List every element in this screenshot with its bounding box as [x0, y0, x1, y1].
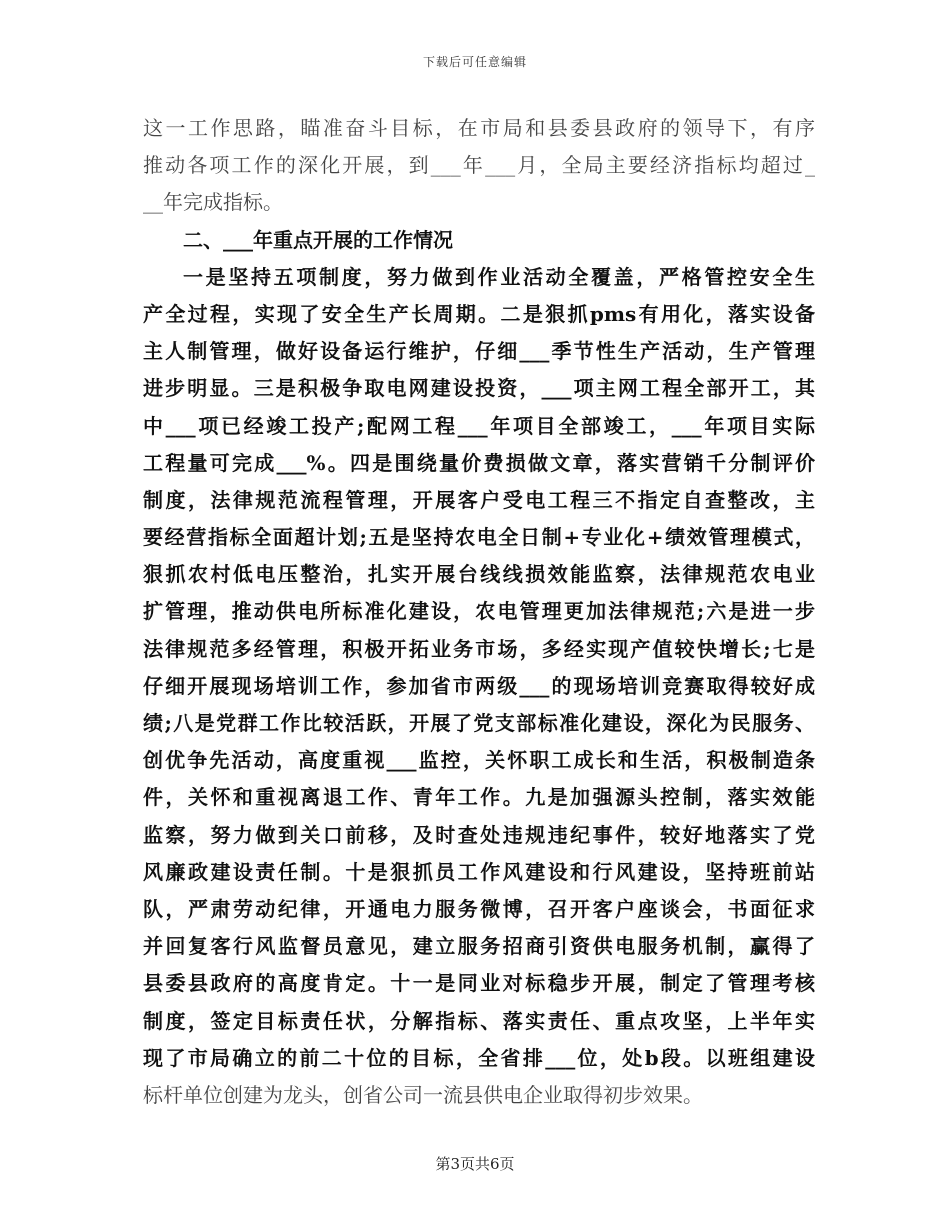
text-line: 主人制管理，做好设备运行维护，仔细___季节性生产活动，生产管理 — [143, 339, 815, 364]
text-line: __年完成指标。 — [143, 190, 283, 215]
page-number: 第3页共6页 — [435, 1155, 515, 1173]
text-line: 这一工作思路，瞄准奋斗目标，在市局和县委县政府的领导下，有序 — [143, 116, 815, 140]
text-line: 要经营指标全面超计划;五是坚持农电全日制+专业化+绩效管理模式， — [143, 525, 815, 550]
text-line: 件，关怀和重视离退工作、青年工作。九是加强源头控制，落实效能 — [143, 785, 815, 810]
text-line: 工程量可完成___%。四是围绕量价费损做文章，落实营销千分制评价 — [143, 450, 815, 475]
text-line: 一是坚持五项制度，努力做到作业活动全覆盖，严格管控安全生 — [183, 264, 815, 289]
text-line: 绩;八是党群工作比较活跃，开展了党支部标准化建设，深化为民服务、 — [143, 711, 815, 735]
text-line: 产全过程，实现了安全生产长周期。二是狠抓pms有用化，落实设备 — [143, 301, 815, 326]
text-line: 狠抓农村低电压整治，扎实开展台线线损效能监察，法律规范农电业 — [143, 562, 815, 587]
text-line: 现了市局确立的前二十位的目标，全省排___位，处b段。以班组建设 — [143, 1045, 815, 1070]
text-line: 监察，努力做到关口前移，及时查处违规违纪事件，较好地落实了党 — [143, 822, 815, 847]
text-line: 中___项已经竣工投产;配网工程___年项目全部竣工，___年项目实际 — [143, 413, 815, 438]
text-line: 进步明显。三是积极争取电网建设投资，___项主网工程全部开工，其 — [143, 376, 815, 401]
text-line: 标杆单位创建为龙头，创省公司一流县供电企业取得初步效果。 — [143, 1082, 703, 1107]
text-line: 县委县政府的高度肯定。十一是同业对标稳步开展，制定了管理考核 — [143, 971, 815, 996]
text-line: 法律规范多经管理，积极开拓业务市场，多经实现产值较快增长;七是 — [143, 636, 815, 661]
text-line: 制度，法律规范流程管理，开展客户受电工程三不指定自查整改，主 — [143, 487, 815, 512]
text-line: 队，严肃劳动纪律，开通电力服务微博，召开客户座谈会，书面征求 — [143, 896, 815, 921]
section-heading: 二、___年重点开展的工作情况 — [183, 227, 453, 252]
text-line: 创优争先活动，高度重视___监控，关怀职工成长和生活，积极制造条 — [143, 748, 815, 773]
page-header: 下载后可任意编辑 — [422, 55, 527, 69]
text-line: 并回复客行风监督员意见，建立服务招商引资供电服务机制，赢得了 — [143, 934, 815, 959]
text-line: 仔细开展现场培训工作，参加省市两级___的现场培训竞赛取得较好成 — [143, 673, 815, 698]
document-body — [143, 110, 815, 1114]
text-line: 风廉政建设责任制。十是狠抓员工作风建设和行风建设，坚持班前站 — [143, 859, 815, 884]
text-line: 制度，签定目标责任状，分解指标、落实责任、重点攻坚，上半年实 — [143, 1008, 815, 1033]
text-line: 推动各项工作的深化开展，到___年___月，全局主要经济指标均超过_ — [143, 153, 815, 178]
text-line: 扩管理，推动供电所标准化建设，农电管理更加法律规范;六是进一步 — [143, 599, 815, 624]
